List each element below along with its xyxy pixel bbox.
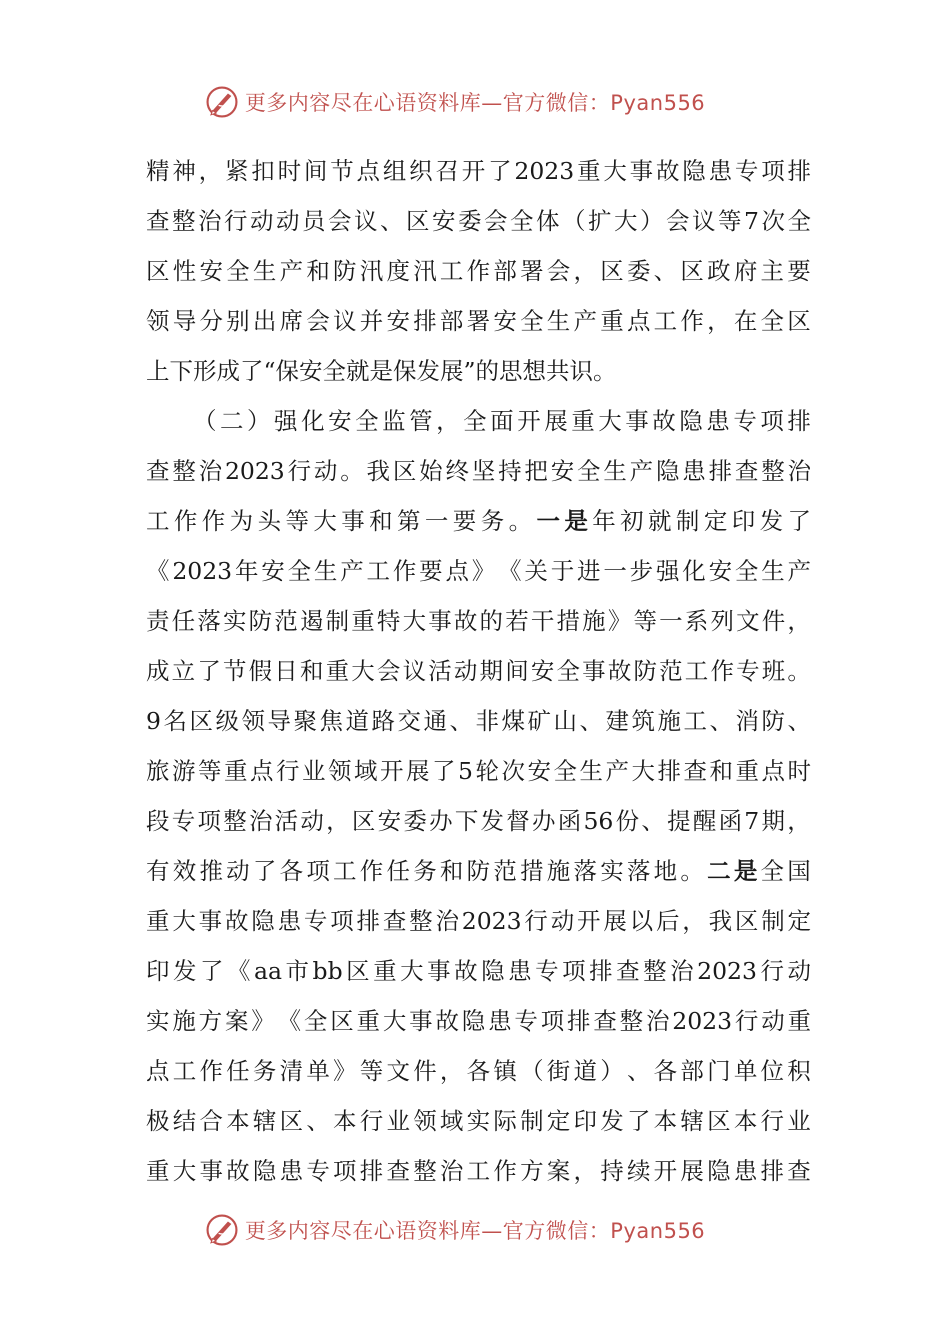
text-line: 重 大 事 故 隐 患 专 项 排 查 整 治 工 作 方 案 ， 持 续 开 展 隐 患 排 查 <box>146 1157 811 1185</box>
text-line: 查 整 治 2023 行 动 。 我 区 始 终 坚 持 把 安 全 生 产 隐 患 排 查 整 治 <box>146 457 811 485</box>
pen-logo-icon <box>205 85 239 119</box>
text-line: 查 整 治 行 动 动 员 会 议 、 区 安 委 会 全 体 （ 扩 大 ） 会 议 等 7 次 全 <box>146 207 811 235</box>
pen-logo-icon <box>205 1213 239 1247</box>
text-line: 区 性 安 全 生 产 和 防 汛 度 汛 工 作 部 署 会 ， 区 委 、 区 政 府 主 要 <box>146 257 811 285</box>
text-line: 实 施 方 案 》 《 全 区 重 大 事 故 隐 患 专 项 排 查 整 治 2023 行 动 重 <box>146 1007 811 1035</box>
text-line: （ 二 ） 强 化 安 全 监 管 ， 全 面 开 展 重 大 事 故 隐 患 专 项 排 <box>193 407 811 435</box>
text-line: 重 大 事 故 隐 患 专 项 排 查 整 治 2023 行 动 开 展 以 后 ， 我 区 制 定 <box>146 907 811 935</box>
text-line: 上 下 形 成 了 “ 保 安 全 就 是 保 发 展 ” 的 思 想 共 识 。 <box>146 357 617 385</box>
header-watermark <box>0 80 950 124</box>
text-line: 成 立 了 节 假 日 和 重 大 会 议 活 动 期 间 安 全 事 故 防 范 工 作 专 班 。 <box>146 657 811 685</box>
text-line: 工 作 作 为 头 等 大 事 和 第 一 要 务 。 一 是 年 初 就 制 定 印 发 了 <box>146 507 811 535</box>
text-line: 印 发 了 《 aa 市 bb 区 重 大 事 故 隐 患 专 项 排 查 整 治 2023 行 动 <box>146 957 811 985</box>
text-line: 有 效 推 动 了 各 项 工 作 任 务 和 防 范 措 施 落 实 落 地 。 二 是 全 国 <box>146 857 811 885</box>
text-line: 《 2023 年 安 全 生 产 工 作 要 点 》 《 关 于 进 一 步 强 化 安 全 生 产 <box>146 557 811 585</box>
text-line: 点 工 作 任 务 清 单 》 等 文 件 ， 各 镇 （ 街 道 ） 、 各 部 门 单 位 积 <box>146 1057 811 1085</box>
text-line: 责 任 落 实 防 范 遏 制 重 特 大 事 故 的 若 干 措 施 》 等 一 系 列 文 件 ， <box>146 607 811 635</box>
watermark-text: 更多内容尽在心语资料库—官方微信：Pyan556 <box>244 1219 706 1243</box>
watermark-text: 更多内容尽在心语资料库—官方微信：Pyan556 <box>244 91 706 115</box>
footer-watermark <box>0 1208 950 1252</box>
text-line: 旅 游 等 重 点 行 业 领 域 开 展 了 5 轮 次 安 全 生 产 大 排 查 和 重 点 时 <box>146 757 811 785</box>
text-line: 精 神 ， 紧 扣 时 间 节 点 组 织 召 开 了 2023 重 大 事 故 隐 患 专 项 排 <box>146 157 811 185</box>
text-line: 段 专 项 整 治 活 动 ， 区 安 委 办 下 发 督 办 函 56 份 、 提 醒 函 7 期 ， <box>146 807 811 835</box>
text-line: 9 名 区 级 领 导 聚 焦 道 路 交 通 、 非 煤 矿 山 、 建 筑 施 工 、 消 防 、 <box>146 707 811 735</box>
text-line: 极 结 合 本 辖 区 、 本 行 业 领 域 实 际 制 定 印 发 了 本 辖 区 本 行 业 <box>146 1107 811 1135</box>
text-line: 领 导 分 别 出 席 会 议 并 安 排 部 署 安 全 生 产 重 点 工 作 ， 在 全 区 <box>146 307 811 335</box>
document-body <box>146 146 811 1196</box>
